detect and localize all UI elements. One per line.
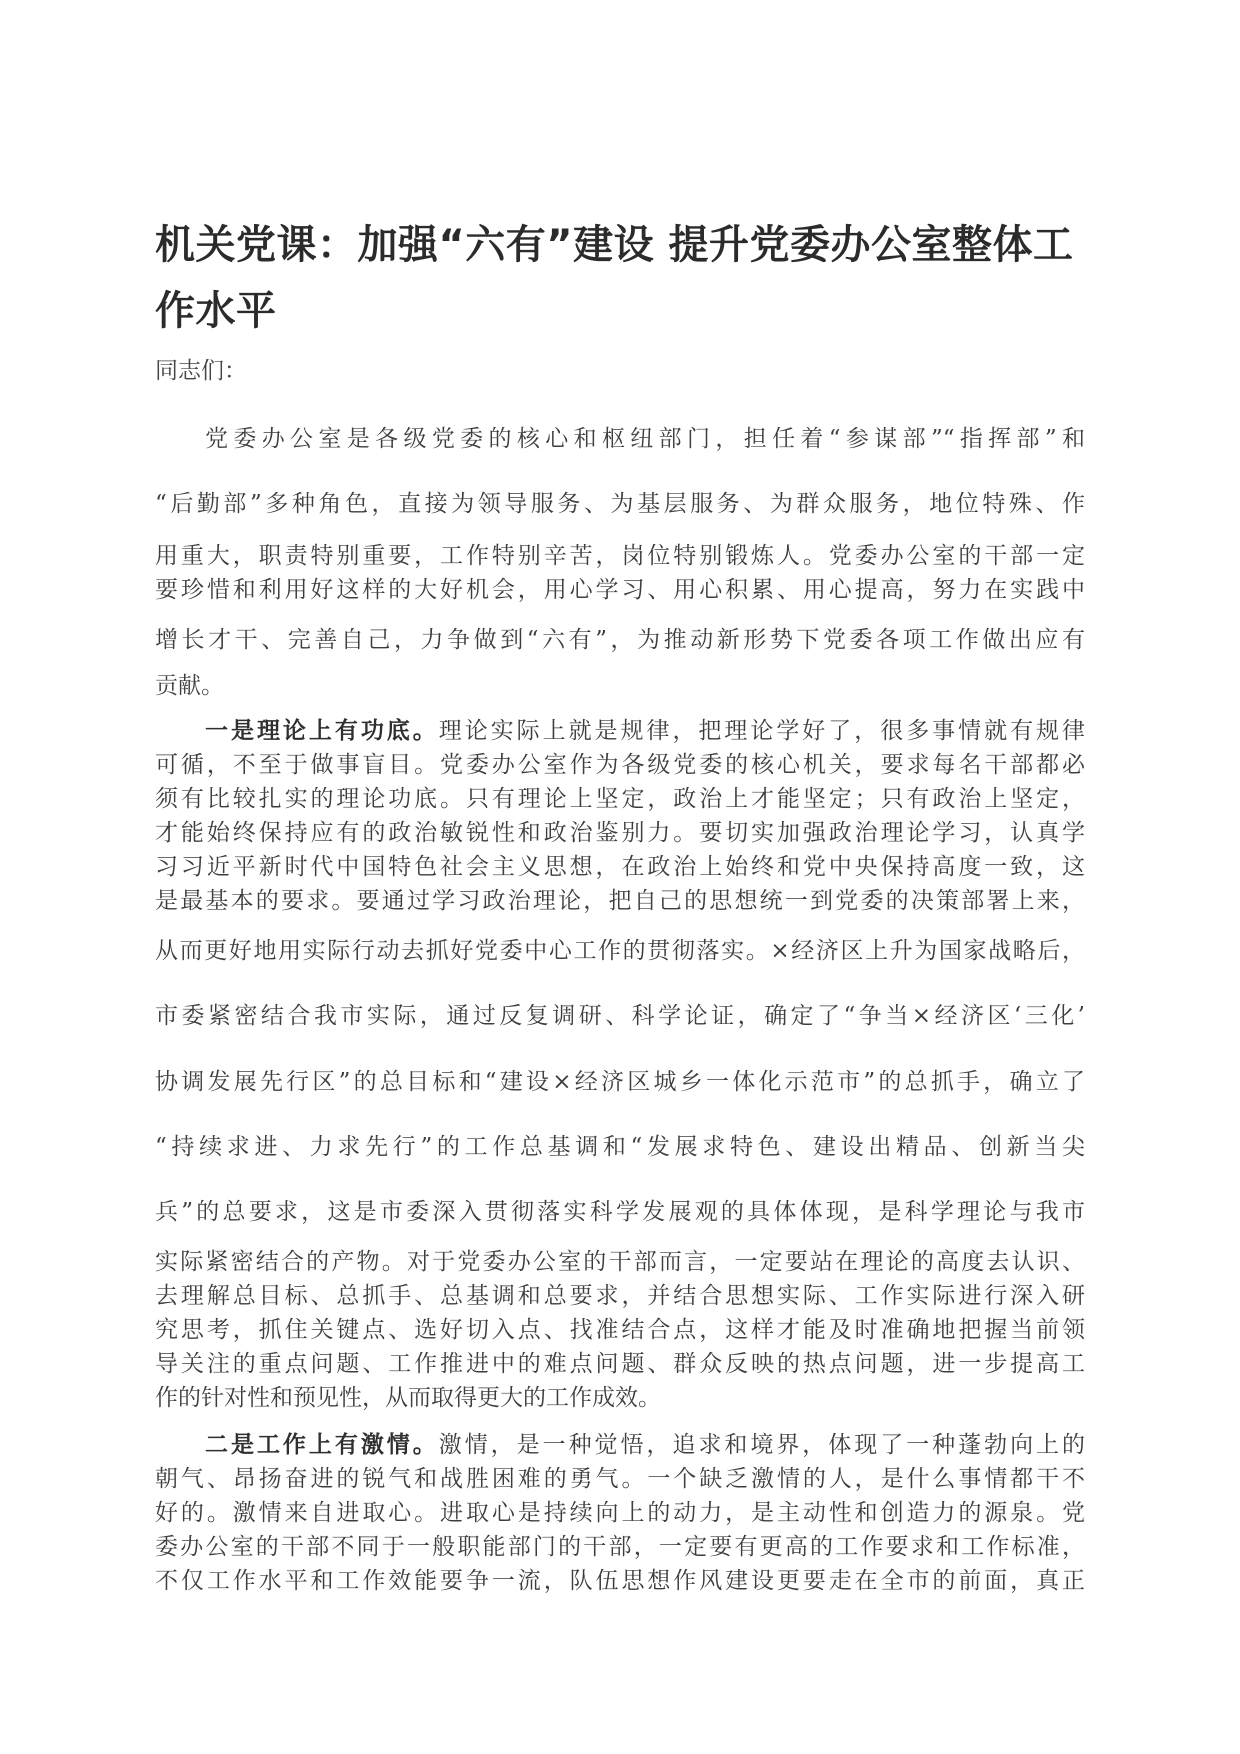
section-line: 导关注的重点问题、工作推进中的难点问题、群众反映的热点问题，进一步提高工 <box>155 1351 1085 1377</box>
intro-line: 要珍惜和利用好这样的大好机会，用心学习、用心积累、用心提高，努力在实践中 <box>155 577 1085 603</box>
document-title: 机关党课：加强“六有”建设 提升党委办公室整体工作水平 <box>155 222 1074 334</box>
section-line: 市委紧密结合我市实际，通过反复调研、科学论证，确定了“争当×经济区‘三化’ <box>155 1003 1085 1029</box>
section-line: 兵”的总要求，这是市委深入贯彻落实科学发展观的具体体现，是科学理论与我市 <box>155 1199 1085 1225</box>
intro-line: 增长才干、完善自己，力争做到“六有”，为推动新形势下党委各项工作做出应有 <box>155 627 1085 653</box>
section-line: 可循，不至于做事盲目。党委办公室作为各级党委的核心机关，要求每名干部都必 <box>155 752 1085 778</box>
intro-line: “后勤部”多种角色，直接为领导服务、为基层服务、为群众服务，地位特殊、作 <box>155 491 1085 517</box>
intro-line: 党委办公室是各级党委的核心和枢纽部门，担任着“参谋部”“指挥部”和 <box>205 426 1085 452</box>
section-line: 从而更好地用实际行动去抓好党委中心工作的贯彻落实。×经济区上升为国家战略后， <box>155 938 1085 964</box>
section-line: 不仅工作水平和工作效能要争一流，队伍思想作风建设更要走在全市的前面，真正 <box>155 1568 1085 1594</box>
salutation: 同志们： <box>155 358 247 384</box>
section-text: 激情，是一种觉悟，追求和境界，体现了一种蓬勃向上的 <box>438 1432 1085 1458</box>
section-line: 是最基本的要求。要通过学习政治理论，把自己的思想统一到党委的决策部署上来， <box>155 888 1085 914</box>
section-line <box>155 712 1085 745</box>
section-line: 究思考，抓住关键点、选好切入点、找准结合点，这样才能及时准确地把握当前领 <box>155 1317 1085 1343</box>
section-line: 委办公室的干部不同于一般职能部门的干部，一定要有更高的工作要求和工作标准， <box>155 1534 1085 1560</box>
section-line: 好的。激情来自进取心。进取心是持续向上的动力，是主动性和创造力的源泉。党 <box>155 1500 1085 1526</box>
section-text: 理论实际上就是规律，把理论学好了，很多事情就有规律 <box>438 718 1085 744</box>
section-line: 朝气、昂扬奋进的锐气和战胜困难的勇气。一个缺乏激情的人，是什么事情都干不 <box>155 1466 1085 1492</box>
section-line: 去理解总目标、总抓手、总基调和总要求，并结合思想实际、工作实际进行深入研 <box>155 1283 1085 1309</box>
section-line: 须有比较扎实的理论功底。只有理论上坚定，政治上才能坚定；只有政治上坚定， <box>155 786 1085 812</box>
intro-line: 贡献。 <box>155 673 224 699</box>
intro-line: 用重大，职责特别重要，工作特别辛苦，岗位特别锻炼人。党委办公室的干部一定 <box>155 543 1085 569</box>
section-line: 才能始终保持应有的政治敏锐性和政治鉴别力。要切实加强政治理论学习，认真学 <box>155 820 1085 846</box>
section-line: 实际紧密结合的产物。对于党委办公室的干部而言，一定要站在理论的高度去认识、 <box>155 1249 1085 1275</box>
section-line: 作的针对性和预见性，从而取得更大的工作成效。 <box>155 1385 661 1411</box>
section-line <box>155 1426 1085 1459</box>
section-lead: 一是理论上有功底。 <box>205 718 439 744</box>
section-line: 协调发展先行区”的总目标和“建设×经济区城乡一体化示范市”的总抓手，确立了 <box>155 1069 1085 1095</box>
section-lead: 二是工作上有激情。 <box>205 1432 439 1458</box>
section-line: 习习近平新时代中国特色社会主义思想，在政治上始终和党中央保持高度一致，这 <box>155 854 1085 880</box>
section-line: “持续求进、力求先行”的工作总基调和“发展求特色、建设出精品、创新当尖 <box>155 1134 1085 1160</box>
